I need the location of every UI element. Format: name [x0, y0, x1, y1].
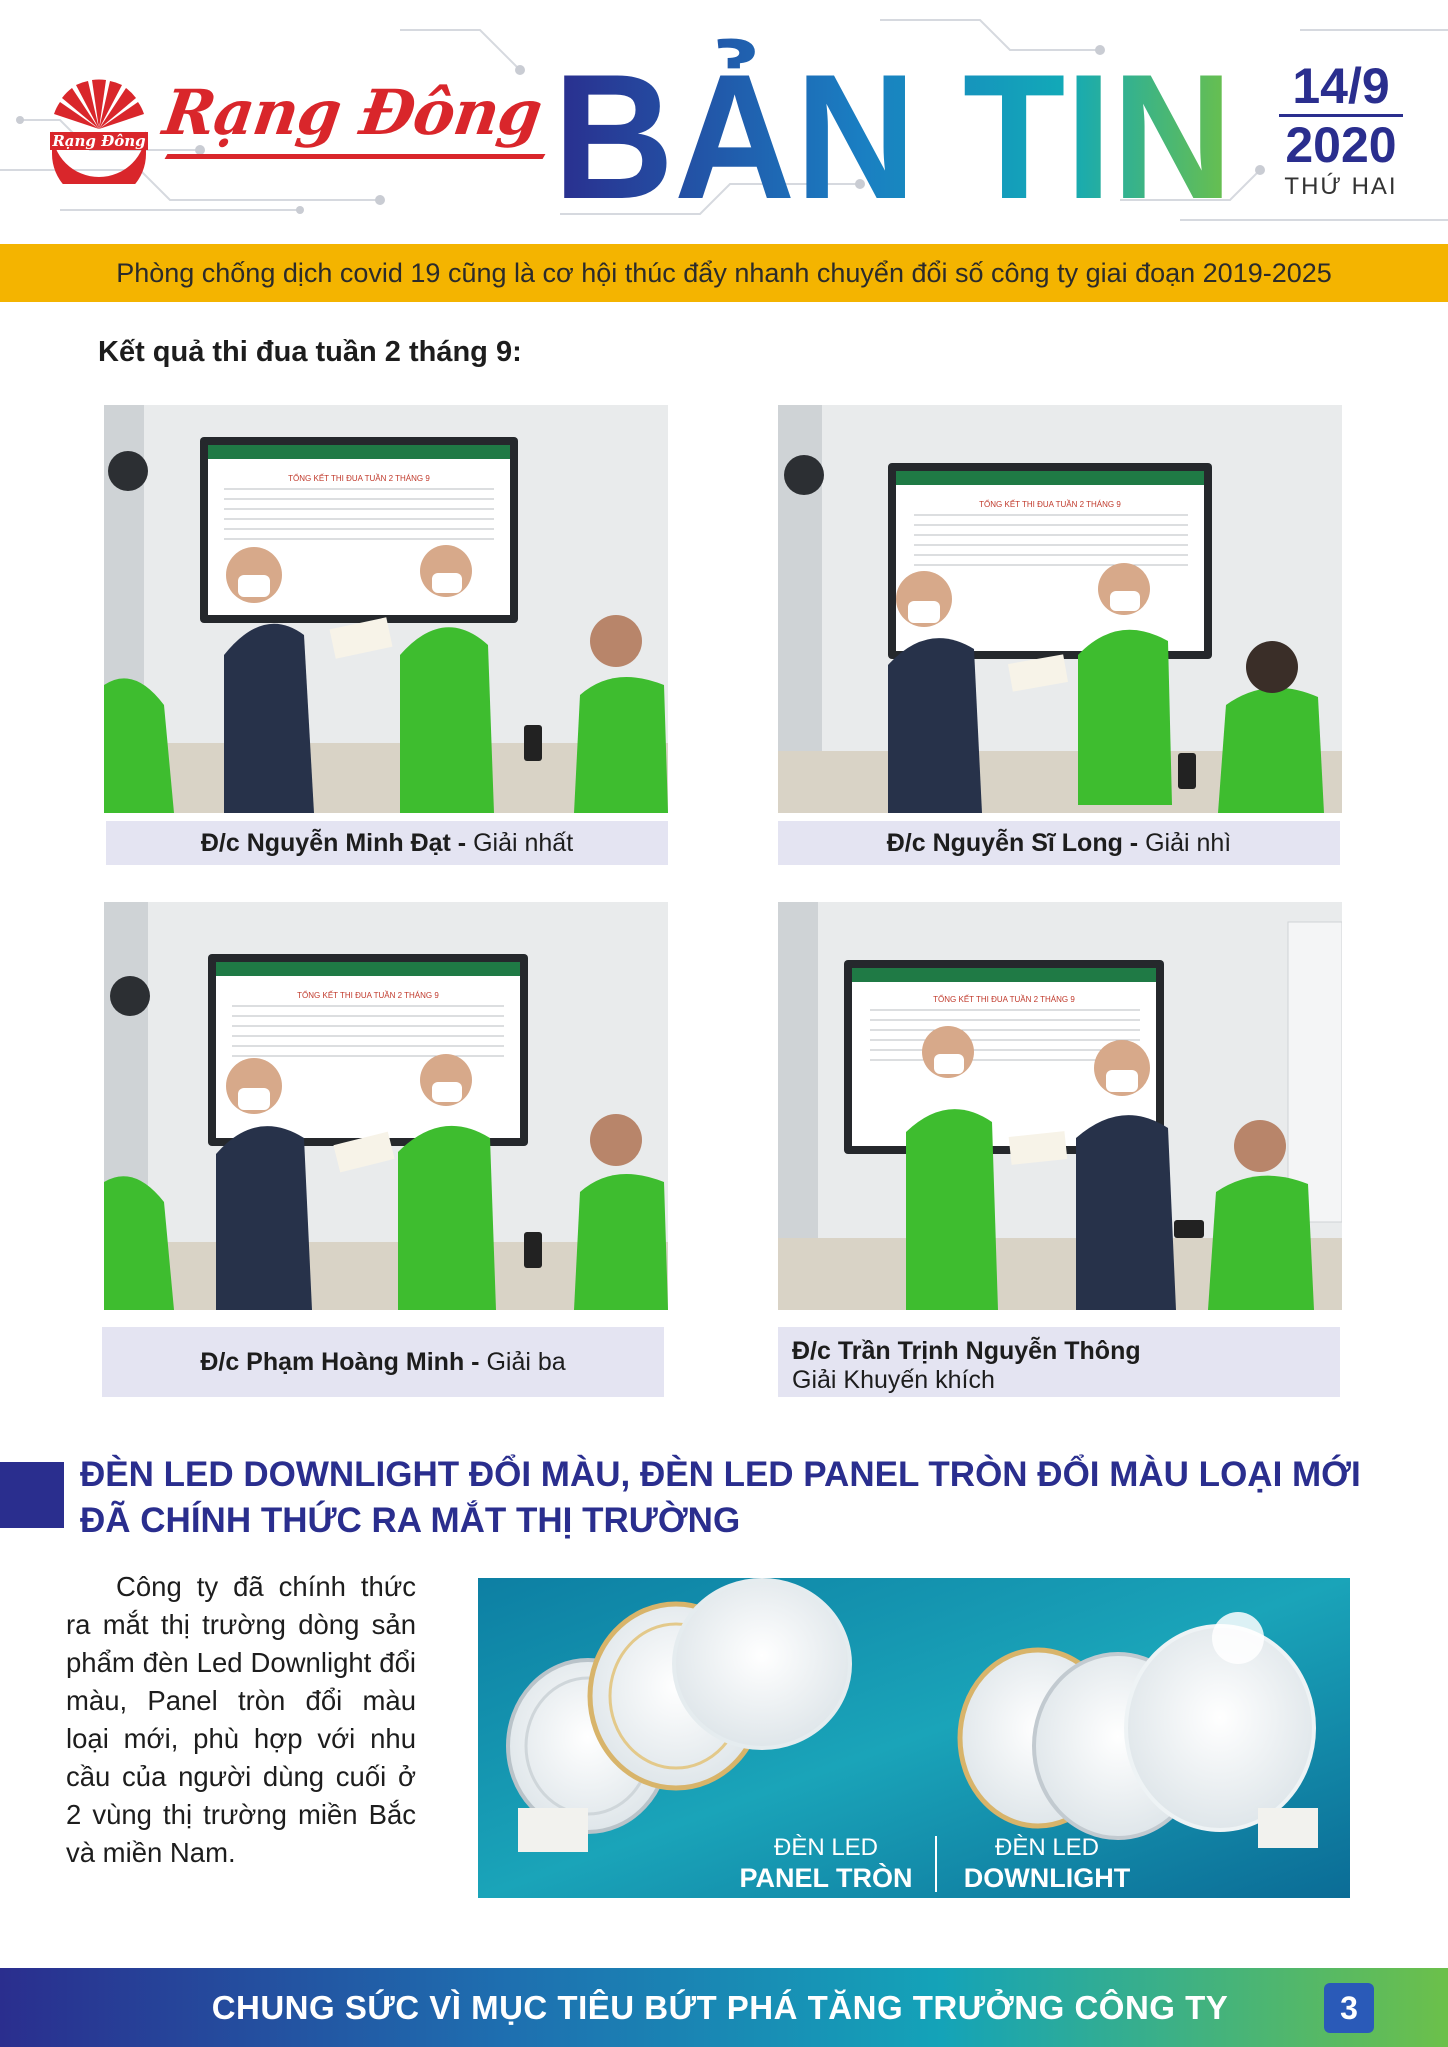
product-image-led[interactable]: [478, 1578, 1350, 1898]
sun-logo-icon: [44, 74, 154, 184]
section-title-competition: Kết quả thi đua tuần 2 tháng 9:: [98, 336, 522, 368]
award-prize-2: Giải nhì: [1138, 828, 1232, 857]
page-header: [0, 0, 1448, 244]
award-caption-4: [778, 1327, 1340, 1397]
logo-mark-text: Rạng Đông: [50, 132, 148, 150]
award-name-3: Đ/c Phạm Hoàng Minh -: [200, 1347, 480, 1376]
logo-underline: [165, 154, 546, 159]
photo-scene: [104, 902, 668, 1310]
photo-scene: [104, 405, 668, 813]
award-name-4: Đ/c Trần Trịnh Nguyễn Thông: [792, 1337, 1141, 1365]
product-label-downlight-line1: ĐÈN LED: [994, 1834, 1100, 1861]
company-logo[interactable]: [44, 74, 546, 174]
issue-date: [1270, 58, 1412, 201]
masthead-title: [548, 36, 1238, 206]
award-name-1: Đ/c Nguyễn Minh Đạt -: [200, 828, 467, 857]
date-day-month: 14/9: [1292, 58, 1390, 114]
logo-wordmark: Rạng Đông: [158, 76, 546, 149]
section-accent-bar: [0, 1462, 64, 1528]
product-label-panel: [736, 1834, 916, 1894]
award-photo-3[interactable]: [104, 902, 668, 1310]
product-label-downlight: [952, 1834, 1142, 1894]
screen-table-title: TỔNG KẾT THI ĐUA TUẦN 2 THÁNG 9: [297, 991, 439, 1000]
photo-scene: [778, 405, 1342, 813]
award-caption-1: [106, 821, 668, 865]
date-year: 2020: [1285, 117, 1397, 173]
award-prize-1: Giải nhất: [466, 828, 574, 857]
award-prize-4: Giải Khuyến khích: [792, 1366, 995, 1394]
screen-table-title: TỔNG KẾT THI ĐUA TUẦN 2 THÁNG 9: [979, 500, 1121, 509]
award-photo-2[interactable]: [778, 405, 1342, 813]
section-title-led: ĐÈN LED DOWNLIGHT ĐỔI MÀU, ĐÈN LED PANEL TRÒN ĐỔI MÀU LOẠI MỚI ĐÃ CHÍNH THỨC RA MẮT THỊ TRƯỜNG: [80, 1455, 1361, 1540]
award-caption-3: [102, 1327, 664, 1397]
masthead-text: BẢN TIN: [553, 37, 1233, 206]
section-body-led: Công ty đã chính thức ra mắt thị trường dòng sản phẩm đèn Led Downlight đổi màu, Panel tròn đổi màu loại mới, phù hợp với nhu cầu của người dùng cuối ở 2 vùng thị trường miền Bắc và miền Nam.: [66, 1571, 416, 1868]
award-name-2: Đ/c Nguyễn Sĩ Long -: [886, 828, 1139, 857]
photo-scene: [778, 902, 1342, 1310]
screen-table-title: TỔNG KẾT THI ĐUA TUẦN 2 THÁNG 9: [288, 474, 430, 483]
product-label-panel-line2: PANEL TRÒN: [739, 1863, 913, 1893]
footer-slogan: CHUNG SỨC VÌ MỤC TIÊU BỨT PHÁ TĂNG TRƯỞNG CÔNG TY: [211, 1988, 1229, 2026]
headline-banner: [0, 244, 1448, 302]
award-caption-2: [778, 821, 1340, 865]
date-weekday: THỨ HAI: [1284, 173, 1398, 200]
award-prize-3: Giải ba: [479, 1347, 566, 1376]
screen-table-title: TỔNG KẾT THI ĐUA TUẦN 2 THÁNG 9: [933, 995, 1075, 1004]
product-label-downlight-line2: DOWNLIGHT: [963, 1863, 1131, 1893]
page-number: 3: [1324, 1983, 1374, 2033]
award-photo-1[interactable]: [104, 405, 668, 813]
banner-text: Phòng chống dịch covid 19 cũng là cơ hội thúc đẩy nhanh chuyển đổi số công ty giai đoạn 2019-2025: [116, 257, 1332, 288]
page-footer: [0, 1968, 1448, 2047]
product-label-panel-line1: ĐÈN LED: [773, 1834, 879, 1861]
award-photo-4[interactable]: [778, 902, 1342, 1310]
